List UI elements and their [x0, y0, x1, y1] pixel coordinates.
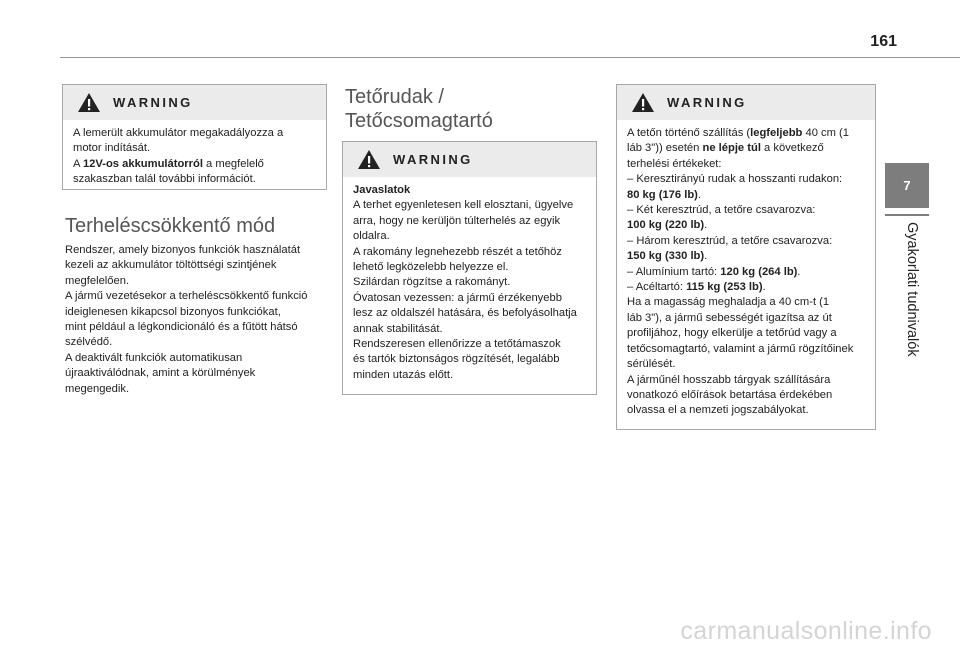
text-line: – Acéltartó: 115 kg (253 lb). [627, 281, 766, 294]
text-line: megengedik. [65, 382, 130, 395]
text-line: 80 kg (176 lb). [627, 188, 701, 201]
watermark: carmanualsonline.info [680, 617, 932, 645]
text-line: láb 3")) esetén ne lépje túl a következő [627, 142, 824, 155]
warning-triangle-icon [631, 92, 655, 113]
section-body-load-reduction [65, 243, 330, 397]
text-line: A járműnél hosszabb tárgyak szállítására [627, 373, 831, 386]
text-line: láb 3"), a jármű sebességét igazítsa az út [627, 311, 832, 324]
text-line: kezeli az akkumulátor töltöttségi szintjének [65, 259, 277, 272]
warning-body [343, 177, 596, 391]
chapter-number-tab: 7 [885, 163, 929, 208]
text-line: tetőcsomagtartó, valamint a jármű rögzítőinek [627, 342, 854, 355]
text-line: – Alumínium tartó: 120 kg (264 lb). [627, 265, 801, 278]
heading-line: Tetőcsomagtartó [345, 110, 493, 132]
text-line: arra, hogy ne kerüljön túlterhelés az egyik [353, 214, 561, 227]
text-line: A jármű vezetésekor a terheléscsökkentő funkció [65, 290, 308, 303]
warning-box-roof-load [616, 84, 876, 430]
text-line: annak stabilitását. [353, 322, 443, 335]
header-rule [60, 57, 960, 58]
text-line: Szilárdan rögzítse a rakományt. [353, 276, 511, 289]
text-line: és tartók biztonságos rögzítését, legalább [353, 353, 560, 366]
warning-title: WARNING [113, 95, 193, 110]
warning-subtitle: Javaslatok [353, 184, 411, 196]
text-line: A terhet egyenletesen kell elosztani, ügyelve [353, 199, 574, 212]
warning-triangle-icon [77, 92, 101, 113]
text-line: profiljához, hogy elkerülje a tetőrúd vagy a [627, 327, 837, 340]
text-line: 100 kg (220 lb). [627, 219, 708, 232]
text-line: megfelelően. [65, 274, 130, 287]
text-line: újraaktiválódnak, amint a körülmények [65, 367, 256, 380]
warning-title: WARNING [667, 95, 747, 110]
text-line: olvassa el a nemzeti jogszabályokat. [627, 404, 809, 417]
heading-line: Tetőrudak / [345, 86, 444, 108]
text-line: Óvatosan vezessen: a jármű érzékenyebb [353, 291, 562, 304]
page-number: 161 [870, 33, 897, 50]
text-line: – Keresztirányú rudak a hosszanti rudakon: [627, 173, 843, 186]
text-line: oldalra. [353, 230, 390, 243]
text-line: Rendszeresen ellenőrizze a tetőtámaszok [353, 338, 561, 351]
text-line: A rakomány legnehezebb részét a tetőhöz [353, 245, 562, 258]
chapter-tab-rule [885, 214, 929, 216]
warning-triangle-icon [357, 149, 381, 170]
warning-header [63, 85, 326, 120]
warning-box-recommendations [342, 141, 597, 395]
warning-body [63, 120, 326, 196]
warning-body [617, 120, 875, 427]
text-line: minden utazás előtt. [353, 368, 454, 381]
text-line: A tetőn történő szállítás (legfeljebb 40 cm (1 [627, 127, 849, 139]
text-line: A deaktivált funkciók automatikusan [65, 351, 243, 364]
text-line: vonatkozó előírások betartása érdekében [627, 388, 833, 401]
warning-box-battery [62, 84, 327, 190]
text-line: szélvédő. [65, 336, 113, 349]
text-line: A lemerült akkumulátor megakadályozza a [73, 127, 284, 139]
chapter-title: Gyakorlati tudnivalók [904, 222, 920, 357]
warning-header [343, 142, 596, 177]
text-line: motor indítását. [73, 142, 151, 155]
text-line: lesz az oldalszél hatására, és befolyásolhatja [353, 307, 577, 320]
text-line: mint például a légkondicionáló és a fűtött hátsó [65, 321, 298, 334]
section-heading-load-reduction: Terheléscsökkentő mód [65, 215, 276, 237]
text-line: ideiglenesen kikapcsol bizonyos funkciókat, [65, 305, 281, 318]
warning-header [617, 85, 875, 120]
text-line: sérülését. [627, 358, 676, 371]
text-line: 150 kg (330 lb). [627, 250, 708, 263]
text-line: lehető legközelebb helyezze el. [353, 261, 509, 274]
text-line: terhelési értékeket: [627, 157, 722, 170]
section-heading-roof-bars [345, 85, 493, 133]
text-line: – Három keresztrúd, a tetőre csavarozva: [627, 234, 833, 247]
text-line: Ha a magasság meghaladja a 40 cm-t (1 [627, 296, 830, 309]
text-line: Rendszer, amely bizonyos funkciók használatát [65, 244, 301, 256]
text-line: – Két keresztrúd, a tetőre csavarozva: [627, 204, 816, 217]
warning-title: WARNING [393, 152, 473, 167]
text-line: A 12V-os akkumulátorról a megfelelő [73, 157, 264, 170]
text-line: szakaszban talál további információt. [73, 173, 256, 186]
